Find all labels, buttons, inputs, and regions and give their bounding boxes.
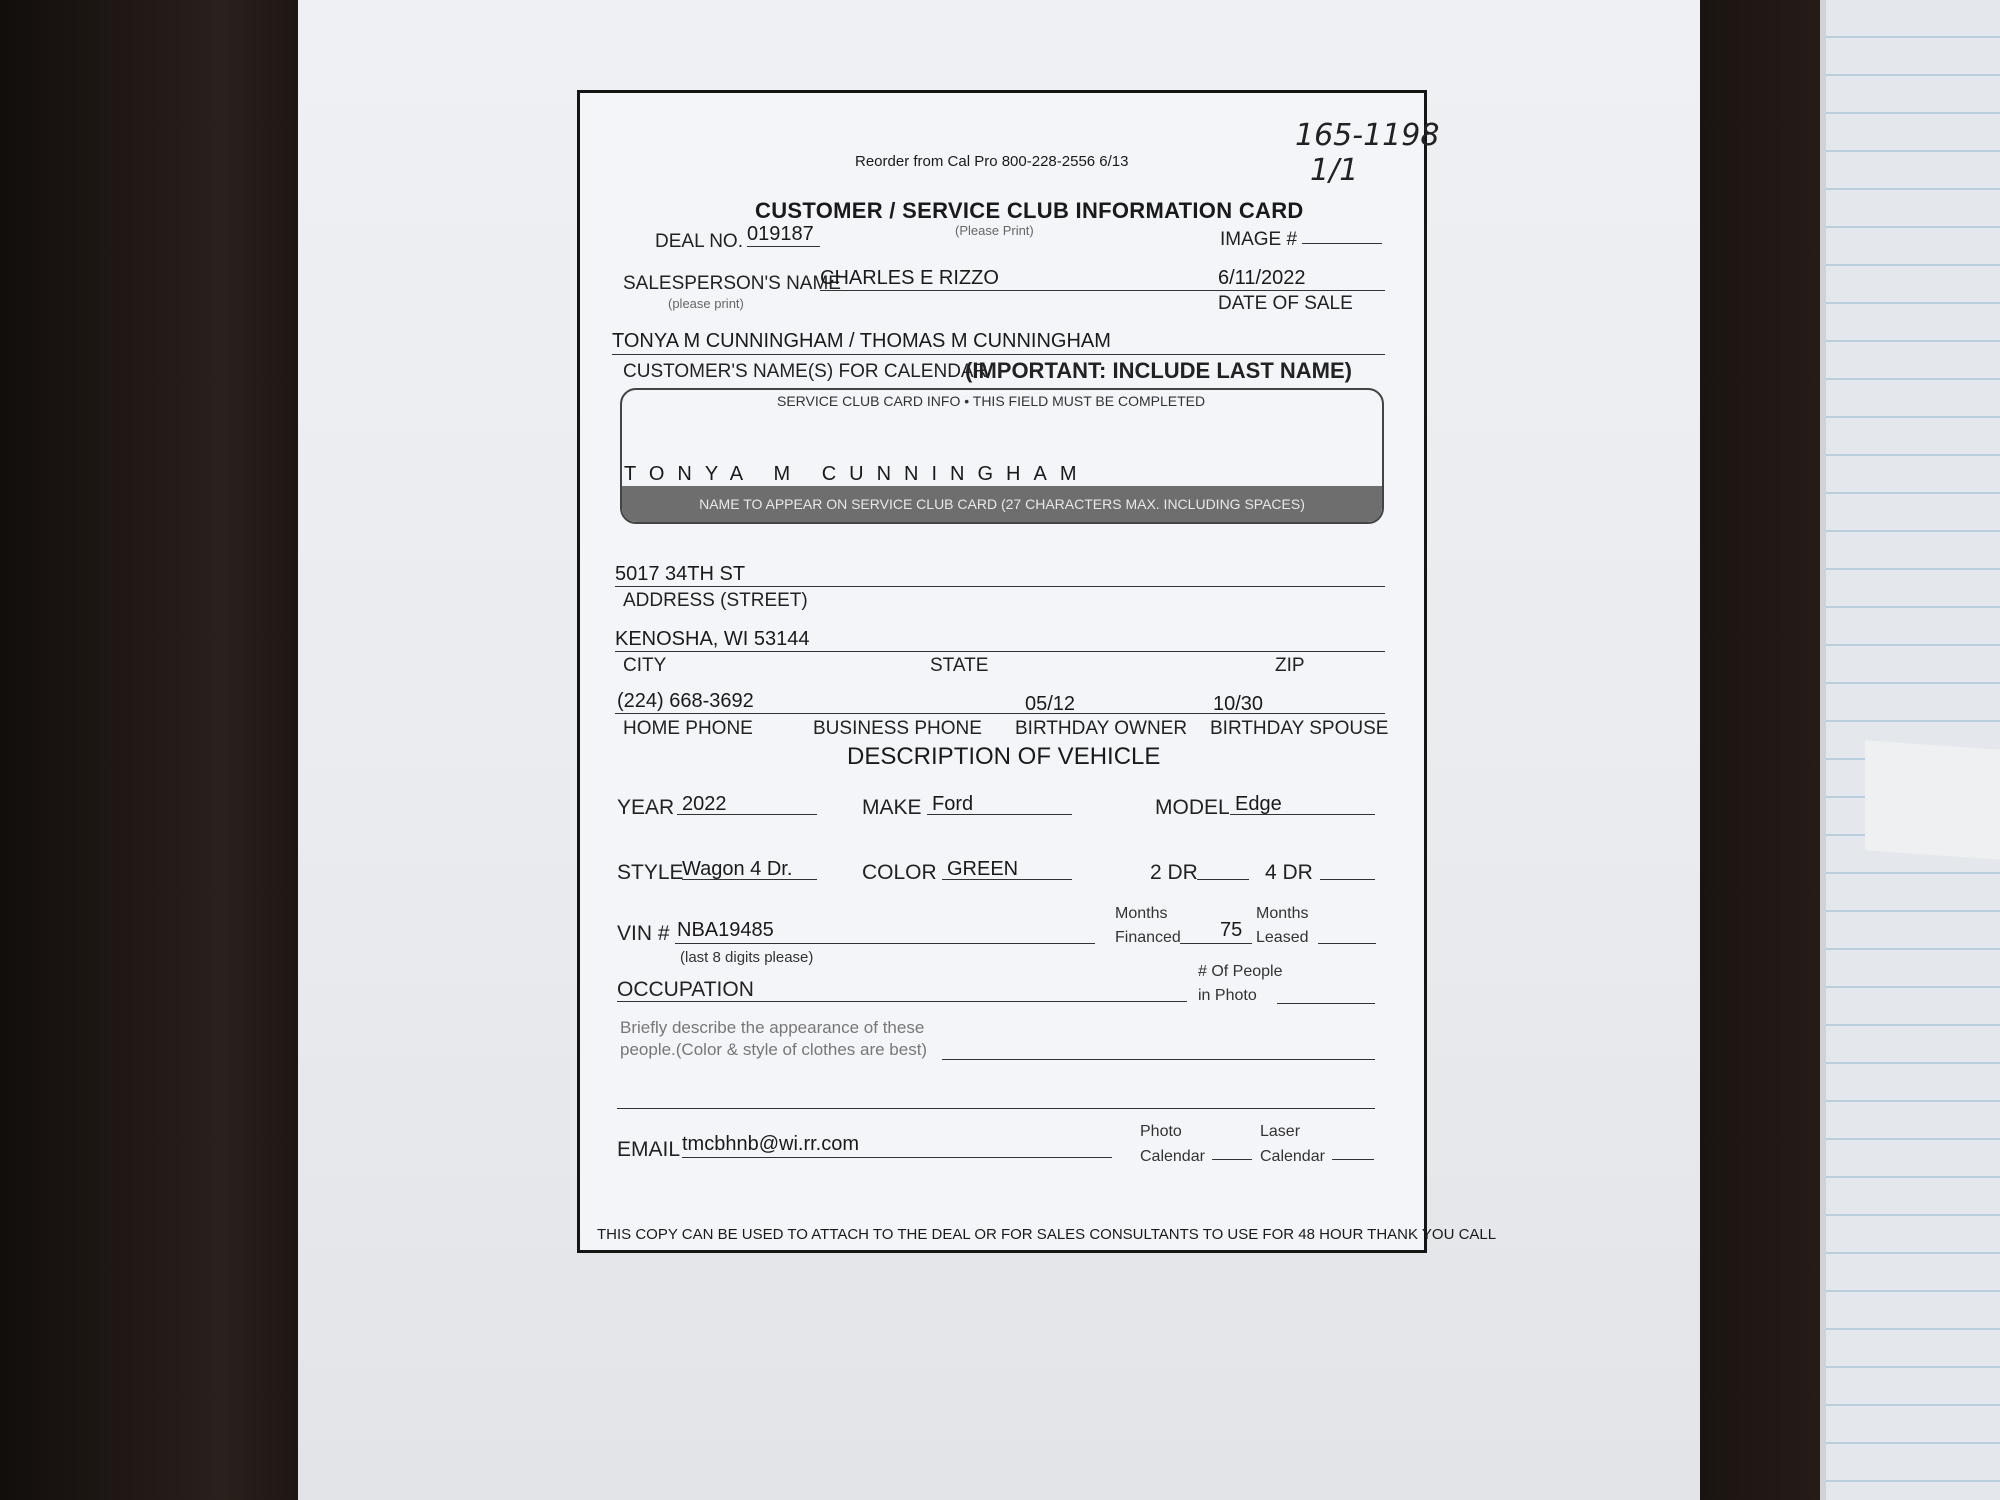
salesperson-line: [820, 290, 1385, 291]
model-line: [1230, 814, 1375, 815]
color-value: GREEN: [947, 858, 1019, 880]
year-value: 2022: [682, 793, 727, 815]
city-label: CITY: [623, 655, 667, 676]
laser-calendar-label: Calendar: [1260, 1148, 1325, 1165]
zip-label: ZIP: [1275, 655, 1305, 676]
state-label: STATE: [930, 655, 989, 676]
deal-no-label: DEAL NO.: [655, 231, 743, 252]
footer-note: THIS COPY CAN BE USED TO ATTACH TO THE DEAL OR FOR SALES CONSULTANTS TO USE FOR 48 HOUR THANK YOU CALL: [597, 1226, 1497, 1243]
people-label-1: # Of People: [1198, 963, 1283, 980]
financed-line: [1180, 943, 1252, 944]
deal-no-line: [747, 246, 820, 247]
sale-date-value: 6/11/2022: [1218, 267, 1306, 289]
email-line: [682, 1157, 1112, 1158]
vin-value: NBA19485: [677, 919, 774, 941]
describe-line-b: [617, 1108, 1375, 1109]
address-label: ADDRESS (STREET): [623, 590, 808, 611]
deal-no-value: 019187: [747, 223, 814, 245]
four-door-label: 4 DR: [1265, 861, 1313, 884]
people-line: [1277, 1003, 1375, 1004]
birthday-spouse-label: BIRTHDAY SPOUSE: [1210, 718, 1389, 739]
email-value: tmcbhnb@wi.rr.com: [682, 1133, 860, 1155]
please-print-note: (Please Print): [955, 223, 1034, 238]
people-label-2: in Photo: [1198, 987, 1257, 1004]
color-label: COLOR: [862, 861, 937, 884]
photo-calendar-line: [1212, 1159, 1252, 1160]
handwritten-page: 1/1: [1310, 153, 1359, 188]
business-phone-label: BUSINESS PHONE: [813, 718, 982, 739]
reorder-note: Reorder from Cal Pro 800-228-2556 6/13: [855, 153, 1129, 170]
months-financed-top: Months: [1115, 905, 1168, 922]
birthday-owner-label: BIRTHDAY OWNER: [1015, 718, 1188, 739]
occupation-label: OCCUPATION: [617, 978, 754, 1001]
make-line: [927, 814, 1072, 815]
color-line: [942, 879, 1072, 880]
city-line: [615, 651, 1385, 652]
describe-line-2: people.(Color & style of clothes are best): [620, 1040, 928, 1059]
salesperson-sub: (please print): [668, 296, 744, 311]
describe-line-1: Briefly describe the appearance of these: [620, 1018, 925, 1037]
customer-name-label: CUSTOMER'S NAME(S) FOR CALENDAR: [623, 361, 988, 382]
image-no-label: IMAGE #: [1220, 229, 1298, 250]
four-door-line: [1320, 879, 1375, 880]
birthday-owner-value: 05/12: [1025, 693, 1076, 715]
laser-label: Laser: [1260, 1123, 1301, 1140]
city-value: KENOSHA, WI 53144: [615, 628, 810, 650]
service-card-footer: NAME TO APPEAR ON SERVICE CLUB CARD (27 CHARACTERS MAX. INCLUDING SPACES): [622, 486, 1382, 522]
make-label: MAKE: [862, 796, 922, 819]
address-value: 5017 34TH ST: [615, 563, 746, 585]
occupation-line: [617, 1001, 1187, 1002]
customer-name-line: [612, 354, 1385, 355]
address-line: [615, 586, 1385, 587]
important-note: (IMPORTANT: INCLUDE LAST NAME): [965, 358, 1352, 383]
make-value: Ford: [932, 793, 974, 815]
home-phone-label: HOME PHONE: [623, 718, 753, 739]
service-club-form: [577, 90, 1497, 1253]
months-leased-top: Months: [1256, 905, 1309, 922]
service-card-header: SERVICE CLUB CARD INFO • THIS FIELD MUST BE COMPLETED: [777, 393, 1206, 409]
model-value: Edge: [1235, 793, 1282, 815]
background-right: [1700, 0, 1820, 1500]
year-label: YEAR: [617, 796, 675, 819]
customer-name-value: TONYA M CUNNINGHAM / THOMAS M CUNNINGHAM: [612, 330, 1111, 352]
leased-label: Leased: [1256, 929, 1309, 946]
photo-label: Photo: [1140, 1123, 1182, 1140]
describe-line-a: [942, 1059, 1375, 1060]
two-door-line: [1197, 879, 1249, 880]
service-card-box: [620, 388, 1384, 524]
service-card-name: TONYA M CUNNINGHAM: [624, 463, 1090, 485]
vin-line: [675, 943, 1095, 944]
home-phone-value: (224) 668-3692: [617, 690, 754, 712]
style-label: STYLE: [617, 861, 684, 884]
leased-line: [1318, 943, 1376, 944]
image-no-line: [1302, 243, 1382, 244]
email-label: EMAIL: [617, 1138, 681, 1161]
birthday-spouse-value: 10/30: [1213, 693, 1264, 715]
phones-line: [615, 713, 1385, 714]
financed-label: Financed: [1115, 929, 1181, 946]
handwritten-ref: 165-1198: [1295, 118, 1440, 153]
salesperson-label: SALESPERSON'S NAME: [623, 273, 841, 294]
style-line: [682, 879, 817, 880]
two-door-label: 2 DR: [1150, 861, 1198, 884]
form-title: CUSTOMER / SERVICE CLUB INFORMATION CARD: [755, 198, 1304, 223]
financed-value: 75: [1220, 919, 1243, 941]
vehicle-heading: DESCRIPTION OF VEHICLE: [847, 743, 1161, 770]
year-line: [677, 814, 817, 815]
laser-calendar-line: [1332, 1159, 1374, 1160]
vin-hint: (last 8 digits please): [680, 949, 814, 966]
notebook-tab: [1865, 740, 2000, 859]
photo-calendar-label: Calendar: [1140, 1148, 1205, 1165]
salesperson-value: CHARLES E RIZZO: [820, 267, 999, 289]
sale-date-label: DATE OF SALE: [1218, 293, 1353, 314]
model-label: MODEL: [1155, 796, 1230, 819]
style-value: Wagon 4 Dr.: [682, 858, 793, 880]
background-left: [0, 0, 320, 1500]
vin-label: VIN #: [617, 922, 670, 945]
